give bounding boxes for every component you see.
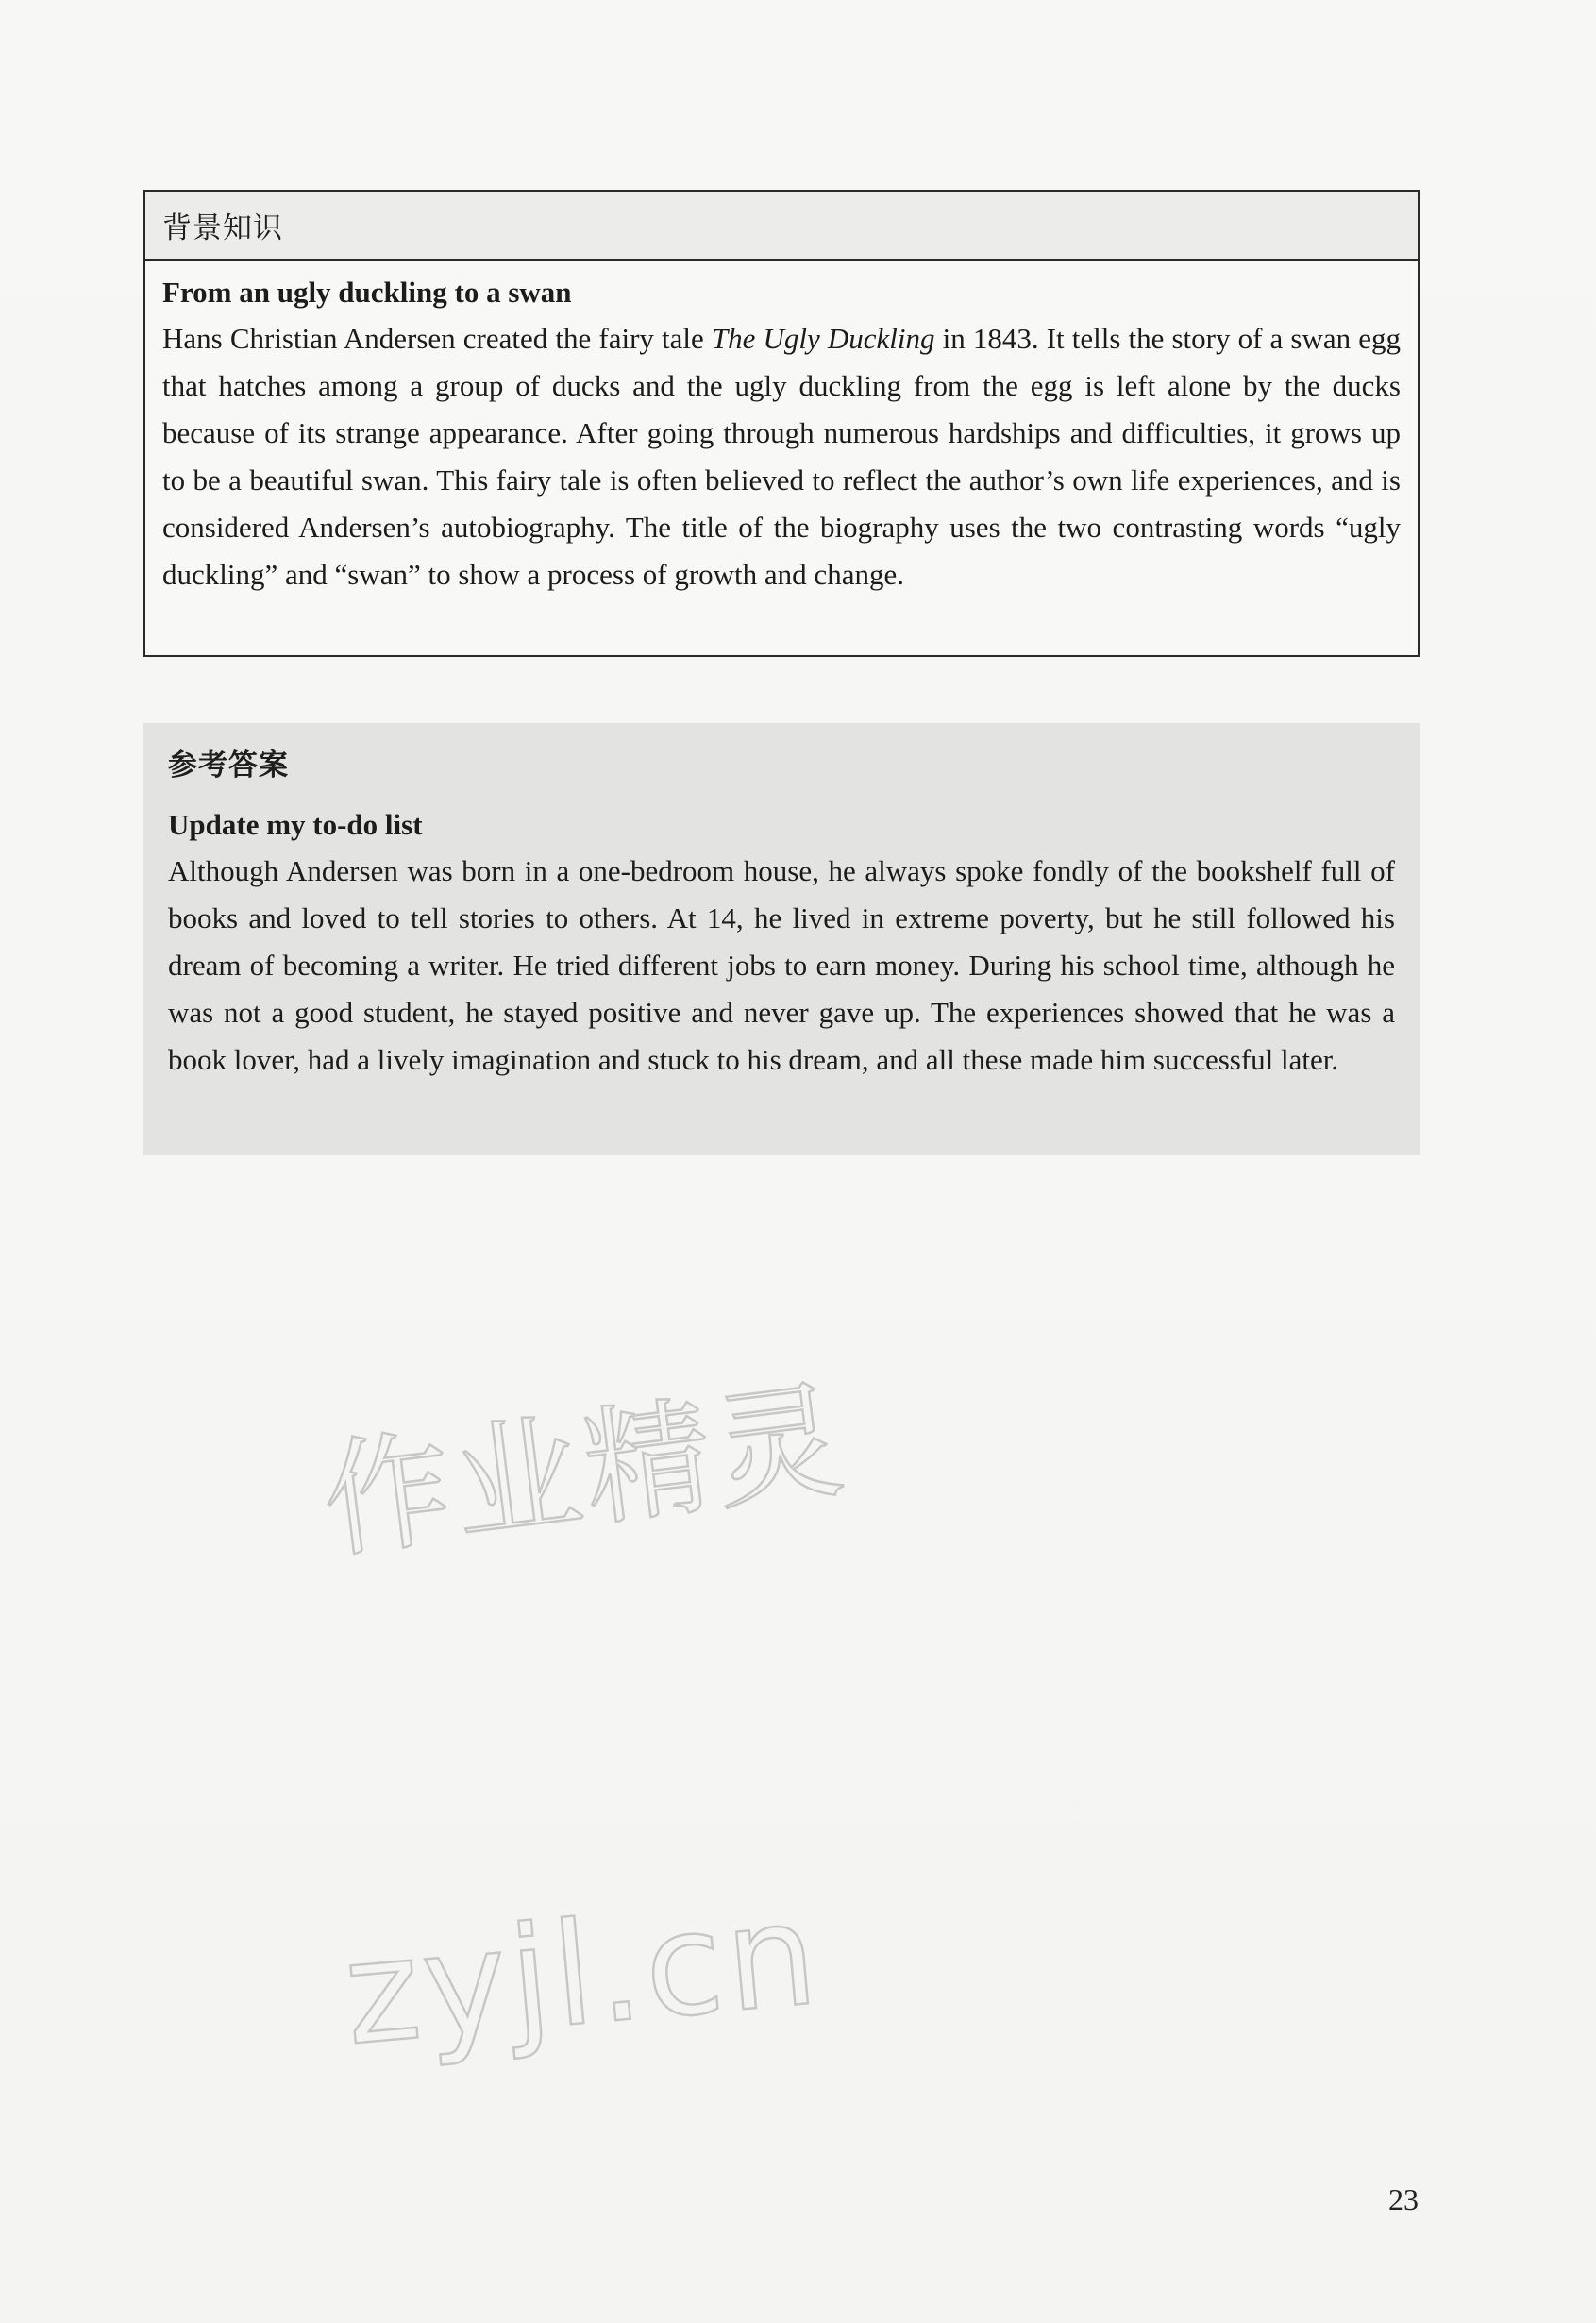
reference-answer-paragraph: Although Andersen was born in a one-bedroom house, he always spoke fondly of the bookshelf full of books and loved to tell stories to others. At 14, he lived in extreme poverty, but he still followed his dream of becoming a writer. He tried different jobs to earn money. During his school time, although he was not a good student, he stayed positive and never gave up. The experiences showed that he was a book lover, had a lively imagination and stuck to his dream, and all these made him successful later.	[168, 854, 1395, 1076]
reference-answer-subtitle: Update my to-do list	[168, 808, 423, 841]
paragraph-text-start: Hans Christian Andersen created the fairy tale	[162, 322, 712, 355]
background-knowledge-header	[145, 192, 1418, 261]
background-knowledge-paragraph	[162, 315, 1401, 598]
background-knowledge-subtitle: From an ugly duckling to a swan	[162, 276, 572, 309]
book-title: The Ugly Duckling	[711, 322, 935, 355]
reference-answer-box	[143, 723, 1420, 1155]
background-knowledge-body	[145, 261, 1418, 598]
background-knowledge-heading: 背景知识	[162, 211, 283, 245]
watermark-cn: 作业精灵	[314, 1365, 854, 1577]
paragraph-text-rest: in 1843. It tells the story of a swan egg that hatches among a group of ducks and the ugly duckling from the egg is left alone by the ducks because of its strange appearance. After going through numerous hardships and difficulties, it grows up to be a beautiful swan. This fairy tale is often believed to reflect the author’s own life experiences, and is considered Andersen’s autobiography. The title of the biography uses the two contrasting words “ugly duckling” and “swan” to show a process of growth and change.	[162, 322, 1402, 591]
background-knowledge-box	[143, 190, 1420, 657]
watermark-url: zyjl.cn	[338, 1872, 827, 2078]
page-number: 23	[1388, 2182, 1419, 2216]
reference-answer-heading: 参考答案	[168, 749, 289, 783]
